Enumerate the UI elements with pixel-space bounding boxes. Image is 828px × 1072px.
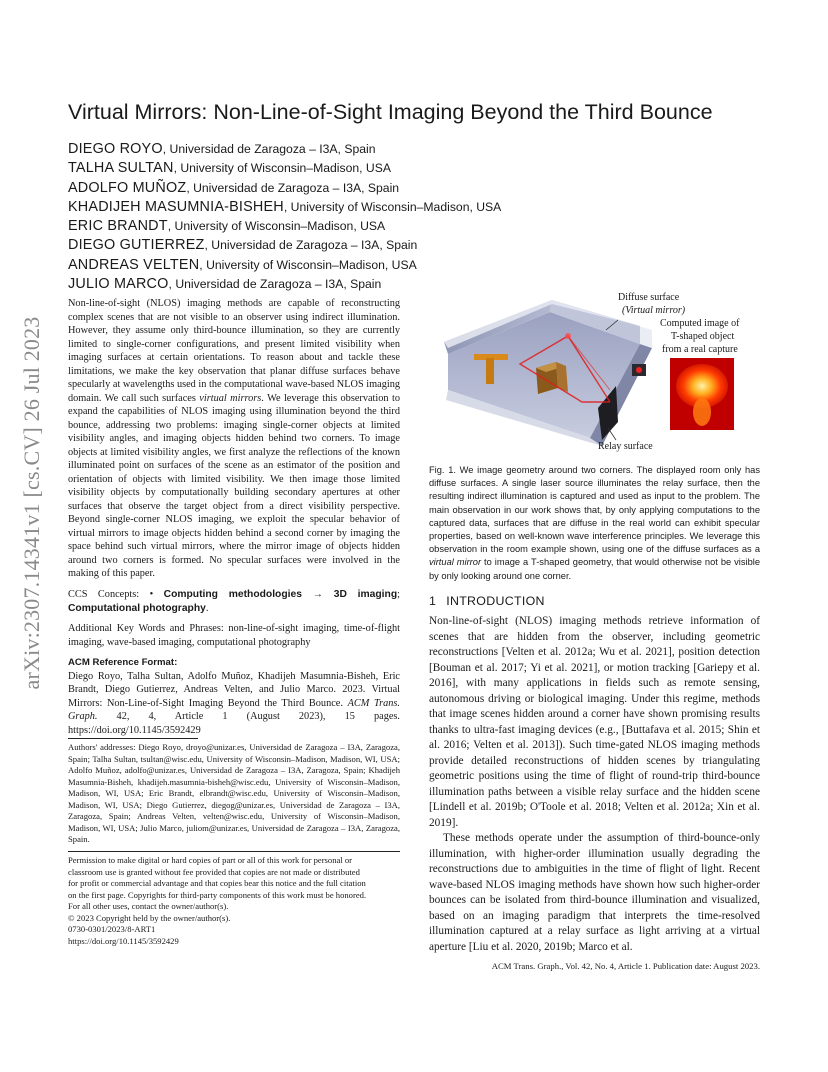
ccs-separator: ; <box>397 589 400 600</box>
author-addresses: Authors' addresses: Diego Royo, droyo@unizar.es, Universidad de Zaragoza – I3A, Zaragoza, Spain; Talha Sultan, tsultan@wisc.edu, University of Wisconsin–Madison, Madison, WI, USA; Adolfo Muñoz, adolfo@unizar.es, Universidad de Zaragoza – I3A, Zaragoza, Spain; Khadijeh Masumnia-Bisheh, khadijeh.masumnia-bisheh@wisc.edu, University of Wisconsin–Madison, Madison, WI, USA; Eric Brandt, elbrandt@wisc.edu, University of Wisconsin–Madison, Madison, WI, USA; Diego Gutierrez, diegog@unizar.es, Universidad de Zaragoza – I3A, Zaragoza, Spain; Andreas Velten, velten@wisc.edu, University of Wisconsin–Madison, Madison, WI, USA; Julio Marco, juliom@unizar.es, Universidad de Zaragoza – I3A, Zaragoza, Spain. <box>68 742 400 844</box>
author-affiliation: , University of Wisconsin–Madison, USA <box>199 257 417 272</box>
author-entry <box>68 198 628 217</box>
intro-paragraph-1: Non-line-of-sight (NLOS) imaging methods retrieve information of scenes that are hidden from the observer, including geometric reconstructions [Velten et al. 2012a; Wu et al. 2021], position detection [Bouman et al. 2017; Yi et al. 2021], or motion tracking [Gariepy et al. 2016], with many applications in fields such as remote sensing, autonomous driving or biological imaging. Under this regime, methods that image scenes hidden around a corner have shown promising results thanks to ultra-fast imaging devices (e.g., [Buttafava et al. 2015; Shin et al. 2016; Velten et al. 2013]). Such time-gated NLOS imaging methods provide detailed reconstructions of hidden scenes by triangulating geometric positions using the time of flight of round-trip third-bounce illumination paths between a visible relay surface and the hidden scene [Lindell et al. 2019b; O'Toole et al. 2018; Velten et al. 2012a; Xin et al. 2019]. <box>429 615 760 829</box>
arxiv-stamp <box>12 292 52 712</box>
paper-title: Virtual Mirrors: Non-Line-of-Sight Imaging Beyond the Third Bounce <box>68 100 713 124</box>
arxiv-id: arXiv:2307.14341v1 [cs.CV] 26 Jul 2023 <box>19 316 44 690</box>
label-virtual-mirror: (Virtual mirror) <box>622 305 686 316</box>
acm-reference-journal: ACM Trans. Graph. <box>68 697 400 722</box>
abstract: Non-line-of-sight (NLOS) imaging methods are capable of reconstructing complex scenes that are not visible to an observer using indirect illumination. However, they assume only third-bounce illumination, so they are currently limited to single-corner configurations, and present limited visibility when imaging surfaces at certain orientations. To reason about and tackle these limitations, we make the key observation that planar diffuse surfaces behave specularly at wavelengths used in the computational wave-based NLOS imaging domain. We call such surfaces virtual mirrors. We leverage this observation to expand the capabilities of NLOS imaging using illumination beyond the third bounce, addressing two problems: imaging single-corner objects at limited visibility angles, and imaging objects hidden behind two corners. To image objects at limited visibility angles, we first analyze the reflections of the known illuminated point on surfaces of the scene as an estimator of the position and orientation of objects with limited visibility. We then image those limited visibility objects by computationally building secondary apertures at other surfaces that observe the target object from a direct visibility perspective. Beyond single-corner NLOS imaging, we exploit the specular behavior of virtual mirrors to image objects hidden behind a second corner by imaging the space behind such virtual mirrors, where the mirror image of objects hidden around two corners is formed. No specular surfaces were involved in the making of this paper. <box>68 298 400 579</box>
acm-reference-details: 42, 4, Article 1 (August 2023), 15 pages. https://doi.org/10.1145/3592429 <box>68 711 400 736</box>
article-number: 0730-0301/2023/8-ART1 <box>68 924 156 934</box>
doi-link: https://doi.org/10.1145/3592429 <box>68 935 179 946</box>
author-name: KHADIJEH MASUMNIA-BISHEH <box>68 198 284 215</box>
ccs-item-3d-imaging: Computing methodologies → 3D imaging <box>163 589 398 600</box>
section-number: 1 <box>429 594 437 608</box>
author-entry <box>68 159 628 178</box>
author-affiliation: , Universidad de Zaragoza – I3A, Spain <box>204 238 418 253</box>
author-name: DIEGO GUTIERREZ <box>68 237 205 254</box>
figure-1-illustration <box>440 290 760 458</box>
keywords: Additional Key Words and Phrases: non-line-of-sight imaging, time-of-flight imaging, wave-based imaging, computational photography <box>68 623 400 648</box>
acm-reference-text: Diego Royo, Talha Sultan, Adolfo Muñoz, Khadijeh Masumnia-Bisheh, Eric Brandt, Diego Gutierrez, Andreas Velten, and Julio Marco. 2023. Virtual Mirrors: Non-Line-of-Sight Imaging Beyond the Third Bounce. <box>68 670 400 709</box>
permission-notice <box>68 855 400 947</box>
author-entry <box>68 236 628 255</box>
copyright-line: © 2023 Copyright held by the owner/author(s). <box>68 912 231 923</box>
author-affiliation: , University of Wisconsin–Madison, USA <box>173 161 391 176</box>
t-object-stem <box>486 358 494 384</box>
page-footer: ACM Trans. Graph., Vol. 42, No. 4, Article 1. Publication date: August 2023. <box>491 961 760 971</box>
author-entry <box>68 256 628 275</box>
author-name: ADOLFO MUÑOZ <box>68 179 187 196</box>
ccs-concepts <box>68 588 400 615</box>
introduction-body <box>429 614 760 955</box>
section-title: INTRODUCTION <box>446 594 545 608</box>
acm-reference-heading: ACM Reference Format: <box>68 657 178 668</box>
permission-line: for profit or commercial advantage and that copies bear this notice and the full citation <box>68 878 366 888</box>
author-affiliation: , Universidad de Zaragoza – I3A, Spain <box>186 180 400 195</box>
reconstruction-stem <box>693 398 711 426</box>
leader-line <box>608 428 616 440</box>
figure-1-caption: Fig. 1. We image geometry around two corners. The displayed room only has diffuse surfaces. A single laser source illuminates the relay surface, then the resulting indirect illumination is captured and used as input to the problem. The main observation in our work shows that, by only applying computations to the captured data, surfaces that are diffuse in the real world can exhibit specular properties, based on well-known wave interference principles. We leverage this observation in the room example shown, using one of the diffuse surfaces as a virtual mirror to image a T-shaped geometry, that would otherwise not be visible by only looking around one corner. <box>429 465 760 581</box>
author-entry <box>68 140 628 159</box>
ccs-prefix: CCS Concepts: • <box>68 589 164 600</box>
figure-1 <box>440 290 760 458</box>
author-affiliation: , Universidad de Zaragoza – I3A, Spain <box>168 277 382 292</box>
author-name: ERIC BRANDT <box>68 218 168 235</box>
author-name: TALHA SULTAN <box>68 160 174 177</box>
permission-line: Permission to make digital or hard copies of part or all of this work for personal or <box>68 855 353 865</box>
permission-line: For all other uses, contact the owner/author(s). <box>68 901 229 911</box>
ccs-item-computational-photography: Computational photography <box>68 602 206 614</box>
author-entry <box>68 217 628 236</box>
acm-reference <box>68 656 400 737</box>
permission-divider <box>68 851 400 852</box>
author-name: JULIO MARCO <box>68 276 169 293</box>
laser-spot <box>565 333 571 339</box>
author-list <box>68 140 628 294</box>
laser-device-lens <box>636 367 642 373</box>
ccs-end: . <box>205 602 209 614</box>
acm-reference-body <box>68 670 400 738</box>
label-diffuse-surface: Diffuse surface <box>618 292 680 303</box>
author-affiliation: , University of Wisconsin–Madison, USA <box>167 219 386 234</box>
label-relay-surface: Relay surface <box>598 441 653 452</box>
label-t-shaped-object: T-shaped object <box>671 331 735 342</box>
author-entry <box>68 179 628 198</box>
permission-line: on the first page. Copyrights for third-party components of this work must be honored. <box>68 889 367 900</box>
section-heading-introduction <box>429 594 545 608</box>
author-name: DIEGO ROYO <box>68 141 163 157</box>
label-real-capture: from a real capture <box>662 344 738 355</box>
footnote-divider <box>68 738 198 739</box>
author-affiliation: , Universidad de Zaragoza – I3A, Spain <box>162 142 376 156</box>
permission-line: classroom use is granted without fee provided that copies are not made or distributed <box>68 866 360 877</box>
label-computed-image: Computed image of <box>660 318 740 329</box>
author-name: ANDREAS VELTEN <box>68 256 200 273</box>
intro-paragraph-2: These methods operate under the assumption of third-bounce-only illumination, with higher-order illumination usually degrading the reconstructions due to ambiguities in the time of flight of light. Recent wave-based NLOS imaging methods have shown how such higher-order bounces can be isolated from third-bounce illumination and visualized, based on an imaging paradigm that interprets the time-resolved illumination captured at a relay surface as light arriving at a virtual aperture [Liu et al. 2020, 2019b; Marco et al. <box>429 832 760 953</box>
author-affiliation: , University of Wisconsin–Madison, USA <box>283 199 502 214</box>
